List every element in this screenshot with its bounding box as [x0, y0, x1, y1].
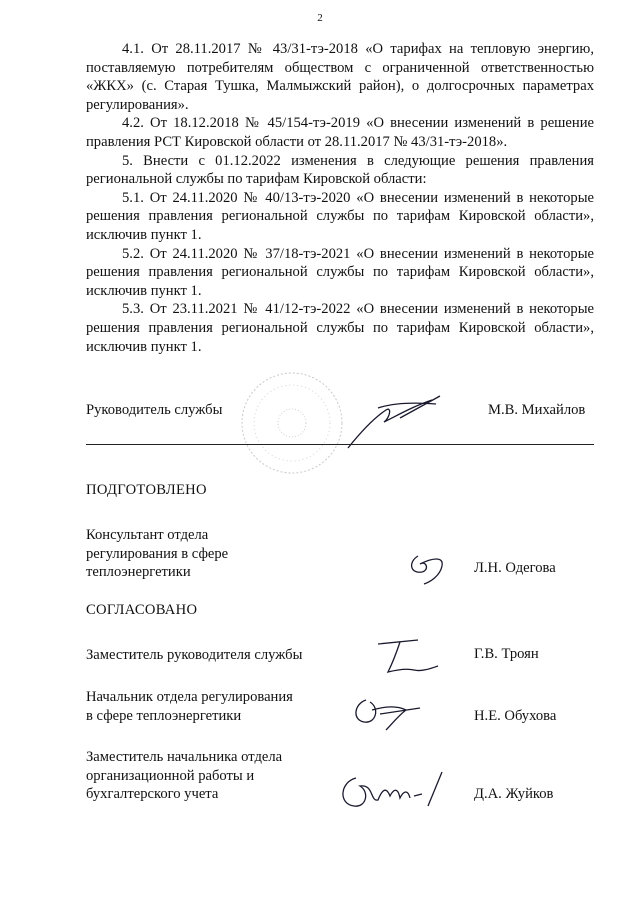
agreed-signature-3: [330, 766, 450, 816]
agreed-signature-1: [366, 630, 446, 680]
agreed-role-3: [86, 748, 282, 804]
official-seal: [232, 368, 352, 478]
paragraph-4-2: 4.2. От 18.12.2018 № 45/154-тэ-2019 «О внесении изменений в решение правления РСТ Кировской области от 28.11.2017 № 43/31-тэ-2018».: [86, 115, 594, 150]
prepared-role-line-2: регулирования в сфере: [86, 545, 229, 562]
paragraph-5-3: 5.3. От 23.11.2021 № 41/12-тэ-2022 «О внесении изменений в некоторые решения правления региональной службы по тарифам Кировской области», исключив пункт 1.: [86, 301, 594, 355]
agreed-name-2: Н.Е. Обухова: [474, 708, 557, 724]
paragraph-5-2: 5.2. От 24.11.2020 № 37/18-тэ-2021 «О внесении изменений в некоторые решения правления региональной службы по тарифам Кировской области», исключив пункт 1.: [86, 245, 594, 299]
agreed-role-3-line-3: бухгалтерского учета: [86, 786, 219, 803]
agreed-role-1: [86, 646, 302, 665]
separator-line: [86, 444, 594, 445]
head-role: Руководитель службы: [86, 402, 223, 418]
prepared-role: [86, 526, 228, 582]
paragraph-5: 5. Внести с 01.12.2022 изменения в следующие решения правления региональной службы по тарифам Кировской области:: [86, 152, 594, 188]
agreed-name-1: Г.В. Троян: [474, 646, 539, 662]
prepared-role-line-3: теплоэнергетики: [86, 564, 191, 581]
head-name: М.В. Михайлов: [488, 402, 586, 418]
agreed-signature-2: [346, 690, 426, 736]
agreed-role-2: [86, 688, 293, 725]
prepared-heading: ПОДГОТОВЛЕНО: [86, 482, 207, 498]
agreed-heading: СОГЛАСОВАНО: [86, 602, 198, 618]
prepared-name: Л.Н. Одегова: [474, 560, 556, 576]
head-signature: [340, 388, 450, 458]
prepared-signature: [404, 548, 454, 588]
decision-text: [86, 40, 594, 356]
prepared-role-line-1: Консультант отдела: [86, 527, 209, 543]
paragraph-4-1: 4.1. От 28.11.2017 № 43/31-тэ-2018 «О тарифах на тепловую энергию, поставляемую потребителям обществом с ограниченной ответственностью «ЖКХ» (с. Старая Тушка, Малмыжский район), о долгосрочных параметрах регулирования».: [86, 41, 594, 113]
agreed-name-3: Д.А. Жуйков: [474, 786, 554, 802]
agreed-role-3-line-1: Заместитель начальника отдела: [86, 749, 283, 765]
agreed-role-2-line-2: в сфере теплоэнергетики: [86, 707, 242, 724]
agreed-role-1-line-1: Заместитель руководителя службы: [86, 647, 303, 663]
page-number: 2: [317, 12, 323, 24]
agreed-role-3-line-2: организационной работы и: [86, 767, 255, 784]
paragraph-5-1: 5.1. От 24.11.2020 № 40/13-тэ-2020 «О внесении изменений в некоторые решения правления региональной службы по тарифам Кировской области», исключив пункт 1.: [86, 189, 594, 243]
agreed-role-2-line-1: Начальник отдела регулирования: [86, 689, 293, 705]
